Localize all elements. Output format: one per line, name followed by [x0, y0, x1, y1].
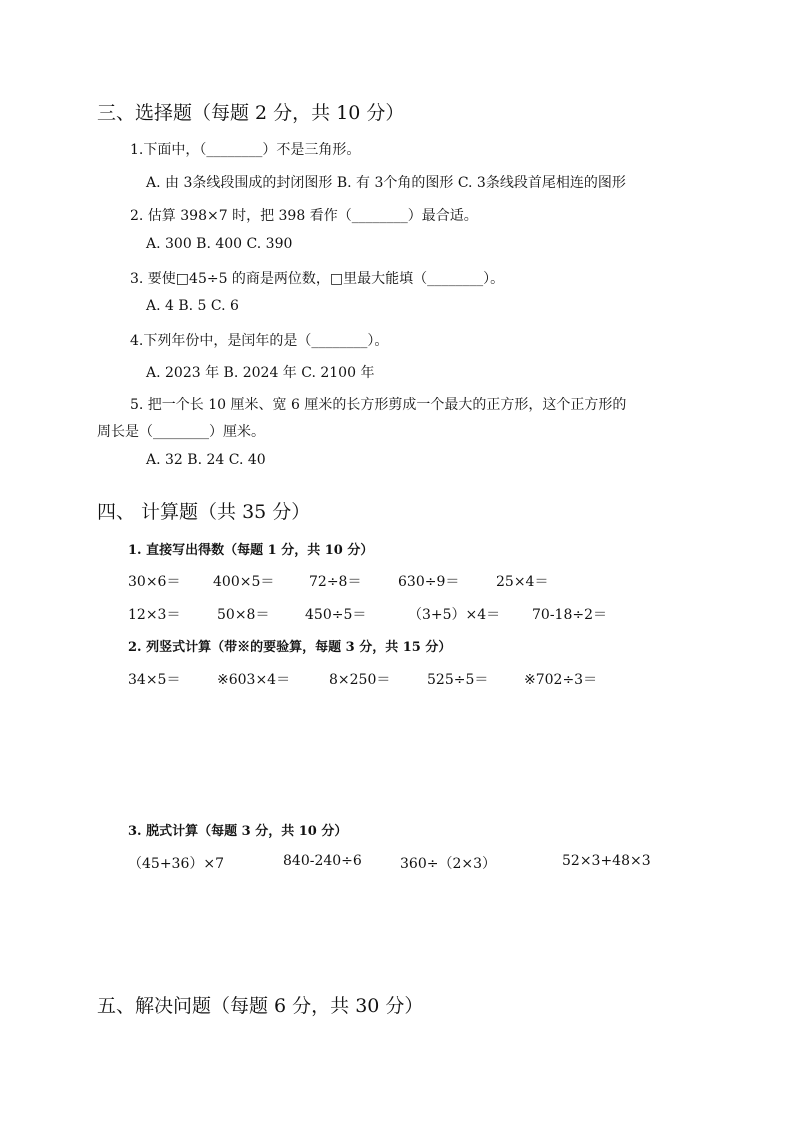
- calc-item: 840-240÷6: [283, 853, 362, 869]
- calc-item: 50×8＝: [217, 607, 270, 623]
- calc-item: 34×5＝: [128, 672, 181, 688]
- calc-item: 30×6＝: [128, 574, 181, 590]
- question-2: 2. 估算 398×7 时，把 398 看作（________）最合适。: [130, 208, 478, 224]
- calc-item: ※702÷3＝: [524, 672, 598, 688]
- part-1-title: 1. 直接写出得数（每题 1 分，共 10 分）: [128, 543, 374, 558]
- question-5-options: A. 32 B. 24 C. 40: [146, 452, 266, 468]
- calc-item: （3+5）×4＝: [408, 607, 501, 623]
- calc-item: 52×3+48×3: [562, 853, 651, 869]
- calc-item: 72÷8＝: [309, 574, 362, 590]
- calc-item: 70-18÷2＝: [532, 607, 607, 623]
- calc-item: 400×5＝: [213, 574, 275, 590]
- question-5-line-1: 5. 把一个长 10 厘米、宽 6 厘米的长方形剪成一个最大的正方形，这个正方形的: [130, 397, 627, 413]
- part-3-title: 3. 脱式计算（每题 3 分，共 10 分）: [128, 824, 348, 839]
- question-1: 1.下面中，（________）不是三角形。: [130, 142, 361, 158]
- question-1-options: A. 由 3条线段围成的封闭图形 B. 有 3个角的图形 C. 3条线段首尾相连的图形: [146, 175, 626, 191]
- question-4-options: A. 2023 年 B. 2024 年 C. 2100 年: [146, 365, 375, 381]
- question-4: 4.下列年份中，是闰年的是（________）。: [130, 333, 389, 349]
- section-3-title: 三、选择题（每题 2 分，共 10 分）: [97, 102, 405, 124]
- calc-item: 8×250＝: [329, 672, 391, 688]
- part-2-title: 2. 列竖式计算（带※的要验算，每题 3 分，共 15 分）: [128, 640, 452, 655]
- calc-item: ※603×4＝: [217, 672, 291, 688]
- calc-item: 360÷（2×3）: [400, 856, 496, 872]
- calc-item: 25×4＝: [496, 574, 549, 590]
- question-3: 3. 要使□45÷5 的商是两位数，□里最大能填（________）。: [130, 271, 505, 287]
- section-4-title: 四、 计算题（共 35 分）: [97, 501, 311, 523]
- calc-item: 630÷9＝: [398, 574, 460, 590]
- question-2-options: A. 300 B. 400 C. 390: [146, 236, 293, 252]
- calc-item: 12×3＝: [128, 607, 181, 623]
- question-3-options: A. 4 B. 5 C. 6: [146, 298, 239, 314]
- question-5-line-2: 周长是（________）厘米。: [97, 424, 265, 440]
- calc-item: （45+36）×7: [128, 856, 224, 872]
- section-5-title: 五、解决问题（每题 6 分，共 30 分）: [97, 995, 424, 1017]
- calc-item: 525÷5＝: [427, 672, 489, 688]
- calc-item: 450÷5＝: [305, 607, 367, 623]
